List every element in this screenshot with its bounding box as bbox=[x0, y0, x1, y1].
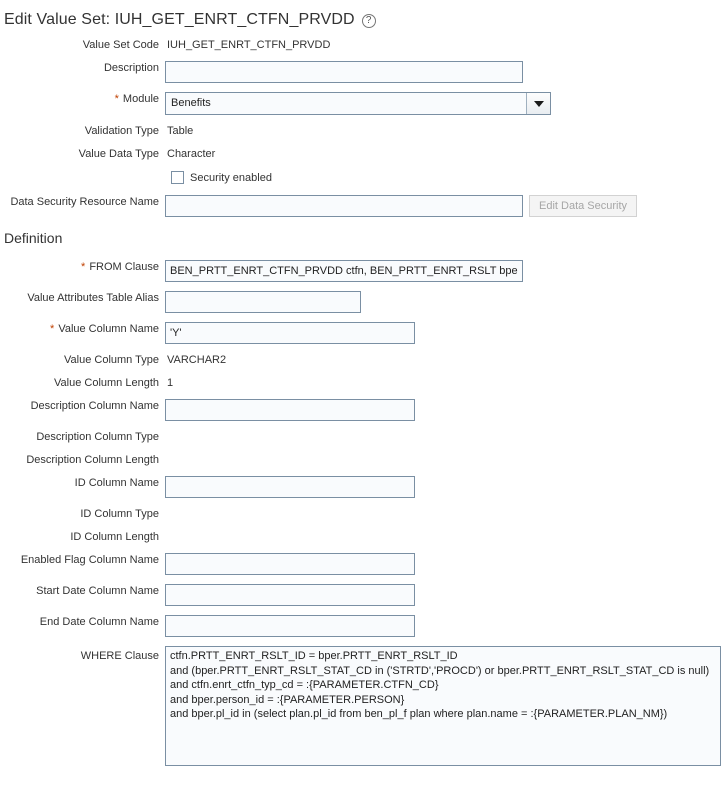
data-security-resource-name-input[interactable] bbox=[165, 195, 523, 217]
row-value-set-code bbox=[0, 38, 721, 52]
row-value-column-length bbox=[0, 376, 721, 390]
label-value-column-length: Value Column Length bbox=[54, 377, 159, 389]
label-value-column-type: Value Column Type bbox=[64, 354, 159, 366]
row-validation-type bbox=[0, 124, 721, 138]
label-description-column-length: Description Column Length bbox=[26, 454, 159, 466]
label-description-column-type: Description Column Type bbox=[36, 431, 159, 443]
help-circle-icon[interactable] bbox=[362, 14, 376, 28]
security-enabled-label[interactable]: Security enabled bbox=[190, 171, 272, 184]
label-enabled-flag-column-name: Enabled Flag Column Name bbox=[20, 554, 159, 566]
label-value-column-name bbox=[0, 322, 165, 336]
row-id-column-type bbox=[0, 507, 721, 521]
security-enabled-checkbox[interactable] bbox=[171, 171, 184, 184]
label-value-data-type: Value Data Type bbox=[78, 148, 159, 160]
row-data-security-resource-name bbox=[0, 195, 721, 217]
label-where-clause: WHERE Clause bbox=[80, 650, 159, 662]
value-attributes-table-alias-input[interactable] bbox=[165, 291, 361, 313]
value-column-name-input[interactable] bbox=[165, 322, 415, 344]
row-enabled-flag-column-name bbox=[0, 553, 721, 575]
label-from-clause bbox=[0, 260, 165, 274]
value-data-type-value: Character bbox=[167, 148, 216, 160]
row-value-data-type bbox=[0, 147, 721, 161]
module-selected-value: Benefits bbox=[171, 97, 211, 109]
label-module-text: Module bbox=[122, 93, 159, 105]
row-description bbox=[0, 61, 721, 83]
definition-section-title: Definition bbox=[4, 230, 63, 246]
page-header bbox=[0, 0, 721, 32]
value-column-type-value: VARCHAR2 bbox=[167, 354, 227, 366]
row-description-column-length bbox=[0, 453, 721, 467]
row-description-column-name bbox=[0, 399, 721, 421]
label-data-security-resource-name: Data Security Resource Name bbox=[10, 196, 159, 208]
row-description-column-type bbox=[0, 430, 721, 444]
description-column-name-input[interactable] bbox=[165, 399, 415, 421]
row-id-column-name bbox=[0, 476, 721, 498]
edit-data-security-button[interactable]: Edit Data Security bbox=[529, 195, 637, 217]
label-description: Description bbox=[103, 62, 159, 74]
label-id-column-name: ID Column Name bbox=[74, 477, 159, 489]
label-start-date-column-name: Start Date Column Name bbox=[36, 585, 159, 597]
module-select[interactable] bbox=[165, 92, 551, 115]
from-clause-input[interactable] bbox=[165, 260, 523, 282]
label-id-column-length: ID Column Length bbox=[70, 531, 159, 543]
enabled-flag-column-name-input[interactable] bbox=[165, 553, 415, 575]
where-clause-textarea[interactable] bbox=[165, 646, 721, 766]
label-validation-type: Validation Type bbox=[84, 125, 159, 137]
page-title: Edit Value Set: IUH_GET_ENRT_CTFN_PRVDD bbox=[4, 11, 355, 28]
help-icon-glyph: ? bbox=[365, 14, 372, 26]
row-module bbox=[0, 92, 721, 115]
start-date-column-name-input[interactable] bbox=[165, 584, 415, 606]
validation-type-value: Table bbox=[167, 125, 194, 137]
label-description-column-name: Description Column Name bbox=[30, 400, 159, 412]
value-set-form bbox=[0, 32, 721, 766]
row-end-date-column-name bbox=[0, 615, 721, 637]
row-id-column-length bbox=[0, 530, 721, 544]
row-security-enabled bbox=[0, 171, 721, 184]
label-id-column-type: ID Column Type bbox=[80, 508, 159, 520]
label-value-column-name-text: Value Column Name bbox=[58, 323, 159, 335]
required-marker-from-clause: * bbox=[80, 261, 86, 273]
chevron-down-icon bbox=[534, 101, 544, 107]
row-from-clause bbox=[0, 260, 721, 282]
row-where-clause bbox=[0, 646, 721, 766]
label-from-clause-text: FROM Clause bbox=[89, 261, 159, 273]
required-marker-module: * bbox=[114, 93, 119, 105]
label-value-set-code: Value Set Code bbox=[82, 39, 159, 51]
row-value-column-type bbox=[0, 353, 721, 367]
row-value-attributes-table-alias bbox=[0, 291, 721, 313]
row-value-column-name bbox=[0, 322, 721, 344]
label-module bbox=[0, 92, 165, 106]
label-end-date-column-name: End Date Column Name bbox=[39, 616, 159, 628]
value-column-length-value: 1 bbox=[167, 377, 174, 389]
module-dropdown-button[interactable] bbox=[526, 93, 550, 114]
row-start-date-column-name bbox=[0, 584, 721, 606]
value-set-code-value: IUH_GET_ENRT_CTFN_PRVDD bbox=[167, 39, 331, 51]
required-marker-value-column-name: * bbox=[49, 323, 55, 335]
description-input[interactable] bbox=[165, 61, 523, 83]
id-column-name-input[interactable] bbox=[165, 476, 415, 498]
end-date-column-name-input[interactable] bbox=[165, 615, 415, 637]
label-value-attributes-table-alias: Value Attributes Table Alias bbox=[27, 292, 159, 304]
